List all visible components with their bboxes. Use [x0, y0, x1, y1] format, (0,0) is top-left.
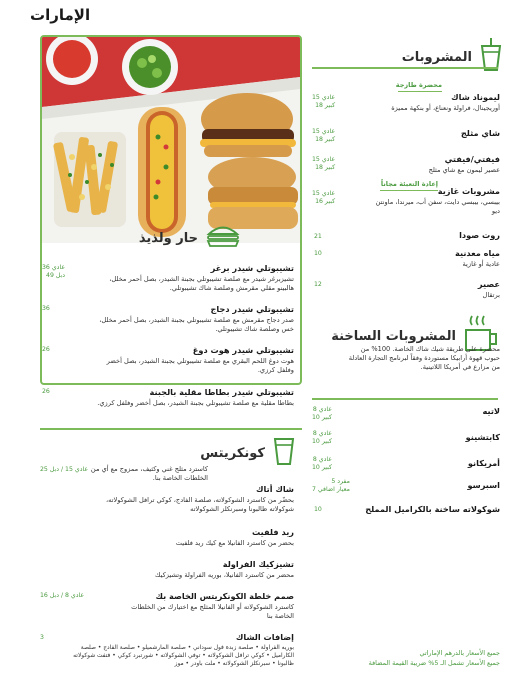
- item-name: تشيبوتلي شيدر دجاج: [210, 304, 294, 314]
- drink-item-7: [360, 279, 500, 300]
- item-name: إضافات الشاك: [235, 632, 294, 642]
- item-desc: بحضر من كاسترد الفانيلا مع كيك ريد فلفيت: [175, 539, 294, 547]
- item-price: عادي 15 كبير 18: [312, 156, 336, 171]
- hotdog-item-2: [94, 304, 294, 334]
- item-price: 21: [314, 233, 322, 240]
- item-price: عادي 15 كبير 16: [312, 190, 336, 205]
- drink-item-3: [360, 154, 500, 175]
- cup-straw-icon: [480, 38, 502, 76]
- item-name: شوكولاته ساخنة بالكراميل المملح: [365, 504, 500, 514]
- item-name: تشيزكيك الفراولة: [222, 559, 294, 569]
- item-name: مشروبات غازية: [437, 186, 500, 196]
- fresh-tag: محضرة طازجة: [395, 81, 442, 89]
- hot-drink-item-2: [360, 432, 500, 443]
- concrete-item-2: [84, 527, 294, 548]
- item-price: 10: [314, 250, 322, 257]
- drinks-header: [402, 38, 502, 76]
- drink-item-5: [360, 230, 500, 241]
- drinks-divider: [312, 67, 498, 69]
- hot-drinks-intro-text: محضرة على طريقة شيك شاك الخاصة. 100% من حبوب قهوة أرابيكا مستوردة وفقاً لبرنامج التجارة العادلة من مزارع في أمريكا اللاتينية.: [348, 345, 500, 371]
- concretes-header: [200, 436, 295, 470]
- item-desc: بوريه الفراولة • صلصة زبدة فول سوداني • صلصة المارشميلو • صلصة الفادج • صلصة الكاراميل • كوكي ترافل الشوكولاته • توفي الشوكولاته • شورتبرد كوكي • فتفت شوكولاته ظالبونا • سبرنكلز الشوكولاته • ملت باودر • موز: [73, 645, 294, 667]
- cup-icon: [273, 436, 295, 470]
- item-name: تشيبوتلي شيدر برغر: [210, 263, 294, 273]
- item-desc: بحضّر من كاسترد الشوكولاته، صلصة الفادج، كوكي ترافل الشوكولاته، شوكولاته ظالبونا وسبرنكلز الشوكولاته: [105, 496, 294, 513]
- item-name: شاك أتاك: [256, 484, 294, 494]
- item-name: صمم خلطة الكونكريتس الخاصة بك: [155, 591, 294, 601]
- item-desc: صدر دجاج مقرمش مع صلصة تشيبوتلي بجبنة الشيدر، بصل أحمر مخلل، خس وصلصة شاك تشيبوتلي.: [99, 316, 294, 333]
- food-photo: [42, 37, 300, 243]
- item-name: فيفتي/فيفتي: [444, 154, 500, 164]
- concretes-title: كونكريتس: [200, 445, 265, 461]
- item-desc: عصير ليمون مع شاي مثلج: [428, 166, 500, 174]
- item-name: لاتيه: [482, 406, 500, 416]
- item-price: عادي 8 كبير 10: [312, 406, 332, 421]
- hot-drinks-divider: [312, 398, 498, 400]
- item-price: مفرد 5 معيار اضافي 7: [312, 478, 350, 493]
- item-price: عادي 8 كبير 10: [312, 456, 332, 471]
- item-desc: أوريجينال، فراولة ونعناع، أو بنكهة مميزة: [391, 104, 500, 112]
- item-price: عادي 8 كبير 10: [312, 430, 332, 445]
- item-price: 12: [314, 281, 322, 288]
- concrete-item-3: [84, 559, 294, 580]
- concretes-divider: [40, 428, 302, 430]
- concretes-intro-text: كاسترد مثلج غني وكثيف، ممزوج مع أي من الخلطات الخاصة بنا.: [90, 465, 208, 482]
- drink-item-2: [360, 128, 500, 139]
- concretes-intro: [88, 464, 208, 483]
- hotdog-item-3: [94, 345, 294, 375]
- item-price: 36: [42, 305, 50, 312]
- hotdog-item-1: [94, 263, 294, 293]
- item-desc: بيبسي، بيبسي دايت، سفن أب، ميرندا، ماونتن ديو: [375, 198, 500, 215]
- concrete-item-4: [114, 591, 294, 621]
- item-name: تشيبوتلي شيدر هوت دوغ: [192, 345, 294, 355]
- hot-drinks-title: المشروبات الساخنة: [331, 328, 456, 344]
- burger-icon: [206, 223, 240, 253]
- hot-drink-item-5: [330, 504, 500, 515]
- item-price: 3: [40, 634, 44, 641]
- footer-notes: [310, 648, 500, 668]
- hotdog-item-4: [88, 387, 294, 408]
- item-price: 10: [314, 506, 322, 513]
- hotdogs-title: حار ولذيذ: [138, 230, 198, 246]
- item-desc: تشيزبرغر شيدر مع صلصة تشيبوتلي بجبنة الشيدر، بصل أحمر مخلل، هالبينو مقلي مقرمش وصلصة شاك تشيبوتلي.: [109, 275, 294, 292]
- item-name: اسبرسو: [467, 480, 500, 490]
- item-desc: محضر من كاسترد الفانيلا، بوريه الفراولة وتشيزكيك: [155, 571, 294, 579]
- hot-drink-item-1: [360, 406, 500, 417]
- refill-tag: إعادة التعبئة مجاناً: [380, 180, 438, 188]
- drink-item-1: [360, 92, 500, 113]
- item-desc: هوت دوغ اللحم البقري مع صلصة تشيبوتلي بجبنة الشيدر، بصل أخضر وفلفل كرزي.: [106, 357, 294, 374]
- item-name: عصير: [477, 279, 500, 289]
- item-name: مياه معدنية: [455, 248, 500, 258]
- drink-item-6: [360, 248, 500, 269]
- item-price: عادي 36 دبل 49: [42, 264, 66, 279]
- concretes-intro-price: عادي 15 / دبل 25: [40, 466, 89, 473]
- item-price: عادي 15 كبير 18: [312, 94, 336, 109]
- item-price: عادي 8 / دبل 16: [40, 592, 85, 599]
- footer-vat-note: جميع الأسعار تشمل الـ 5% ضريبة القيمة المضافة: [368, 659, 500, 667]
- item-price: عادي 15 كبير 18: [312, 128, 336, 143]
- item-desc: برتقال: [482, 291, 500, 299]
- item-name: أمريكانو: [467, 458, 500, 468]
- footer-currency-note: جميع الأسعار بالدرهم الإماراتي: [419, 649, 500, 657]
- item-price: 26: [42, 388, 50, 395]
- item-desc: كاسترد الشوكولاته أو الفانيلا المثلج مع اختيارك من الخلطات الخاصة بنا: [131, 603, 294, 620]
- item-desc: بطاطا مقلية مع صلصة تشيبوتلي بجبنة الشيدر، بصل أخضر وفلفل كرزي.: [97, 399, 294, 407]
- hotdogs-header: [139, 223, 240, 253]
- drink-item-4: [370, 186, 500, 216]
- country-title: الإمارات: [30, 6, 91, 24]
- item-name: كابتشينو: [465, 432, 500, 442]
- item-name: تشيبوتلي شيدر بطاطا مقلية بالجبنة: [149, 387, 294, 397]
- concrete-item-1: [84, 484, 294, 514]
- drinks-title: المشروبات: [401, 49, 472, 65]
- item-price: 26: [42, 346, 50, 353]
- hot-drink-item-4: [360, 480, 500, 491]
- hot-drink-item-3: [360, 458, 500, 469]
- hot-drinks-intro: [348, 344, 500, 372]
- item-name: ريد فلفيت: [252, 527, 294, 537]
- item-desc: عادية أو غازية: [462, 260, 500, 268]
- item-name: ليموناد شاك: [451, 92, 500, 102]
- item-name: شاي مثلج: [460, 128, 500, 138]
- concrete-item-5: [64, 632, 294, 668]
- item-name: روت صودا: [459, 230, 500, 240]
